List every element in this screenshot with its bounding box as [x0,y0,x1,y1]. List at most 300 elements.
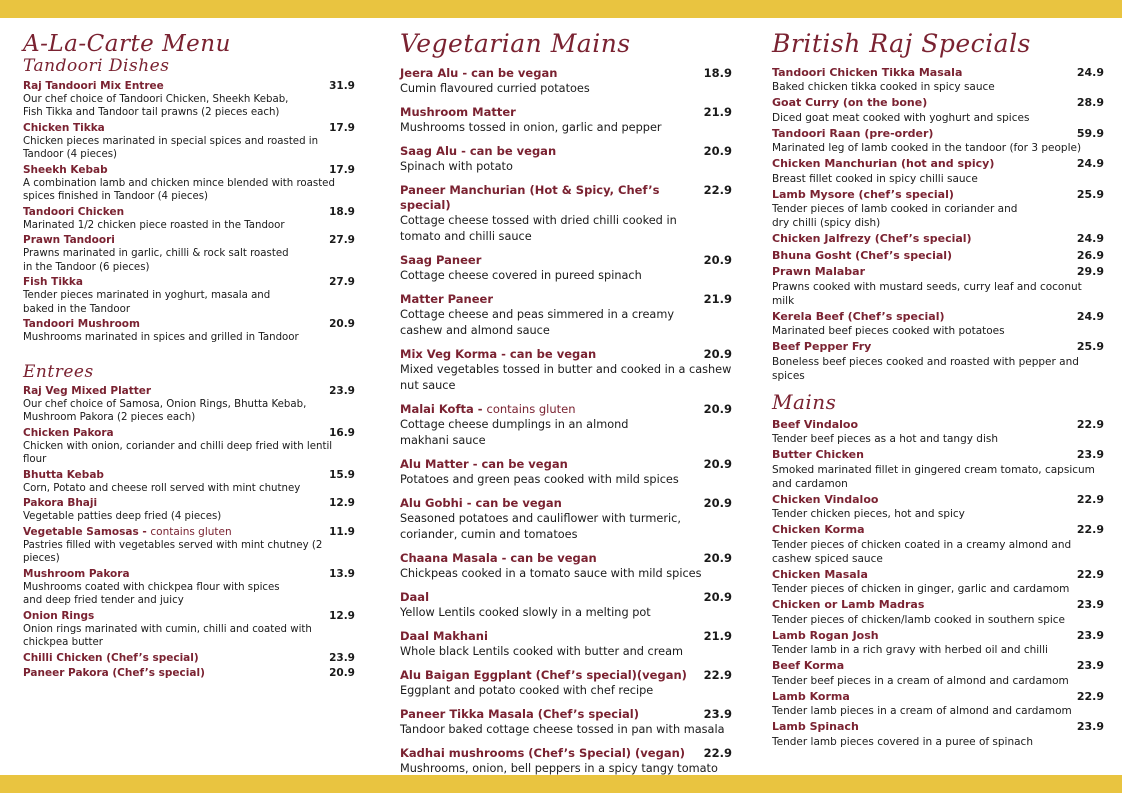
menu-item-header [400,347,732,362]
dish-price: 22.9 [703,182,732,197]
menu-item-header [772,157,1104,172]
dish-description: Onion rings marinated with cumin, chilli and coated with chickpea butter [23,623,312,649]
dish-name [772,629,879,644]
dish-name-text: Chicken Korma [772,523,865,536]
dish-name [772,96,927,111]
dish-name-text: Tandoori Chicken Tikka Masala [772,65,963,79]
menu-item-header [772,659,1104,674]
menu-item-header [772,249,1104,264]
dish-name-text: Malai Kofta - [400,401,487,416]
menu-item [772,659,1104,688]
dish-price: 22.9 [1076,417,1104,431]
dish-name-text: Chilli Chicken (Chef’s special) [23,651,199,664]
menu-item [772,188,1104,231]
dish-name [400,144,556,159]
dish-name [400,629,488,644]
dish-name-text: Chicken Tikka [23,121,105,134]
menu-item-header [400,746,732,761]
menu-item [23,121,355,162]
dish-price: 26.9 [1076,248,1104,262]
menu-item [772,340,1104,383]
dish-name [400,347,596,362]
dish-description: Marinated beef pieces cooked with potatoes [772,325,1005,337]
dish-name [772,157,994,172]
menu-item [23,651,355,665]
dish-note: contains gluten [486,401,576,416]
menu-item-header [23,79,355,93]
dish-description: Tender pieces of lamb cooked in coriander and dry chilli (spicy dish) [772,203,1018,229]
menu-item [400,707,732,738]
dish-price: 18.9 [703,65,732,80]
dish-price: 20.9 [703,252,732,267]
dish-name [772,568,868,583]
dish-name [23,525,232,539]
dish-description: Whole black Lentils cooked with butter and cream [400,644,684,658]
menu-item-header [23,275,355,289]
dish-name-text: Beef Korma [772,659,845,672]
menu-item [772,720,1104,749]
dish-name-text: Chicken Manchurian (hot and spicy) [772,157,995,170]
dish-name-text: Chicken Vindaloo [772,492,879,506]
column-british-raj [772,26,1104,751]
dish-name [400,105,516,120]
menu-item [772,310,1104,339]
dish-name [400,292,493,307]
dish-price: 27.9 [329,276,355,289]
menu-item [23,275,355,316]
dish-price: 23.9 [329,651,355,664]
menu-item [772,127,1104,156]
menu-item [23,317,355,345]
dish-name-text: Saag Alu - can be vegan [400,143,557,158]
dish-name-text: Paneer Manchurian (Hot & Spicy, Chef’s special) [400,182,660,212]
menu-item [23,468,355,496]
menu-item [400,402,732,449]
dish-description: Tender lamb pieces in a cream of almond and cardamom [772,705,1072,717]
menu-item-header [772,127,1104,142]
dish-name-text: Matter Paneer [400,291,494,306]
dish-name [400,183,704,213]
dish-description: Tender lamb pieces covered in a puree of spinach [772,735,1033,748]
dish-price: 25.9 [1076,340,1104,353]
dish-description: Chickpeas cooked in a tomato sauce with mild spices [400,566,702,580]
dish-price: 20.9 [703,143,732,158]
dish-name-text: Chicken Masala [772,567,868,581]
dish-description: Prawns marinated in garlic, chilli & rock salt roasted in the Tandoor (6 pieces) [23,248,289,273]
dish-price: 25.9 [1076,187,1104,201]
dish-name-text: Pakora Bhaji [23,497,98,510]
menu-item-header [23,384,355,398]
dish-name-text: Kadhai mushrooms (Chef’s Special) (vegan) [400,745,686,760]
dish-name-text: Alu Matter - can be vegan [400,456,568,471]
dish-name-text: Paneer Tikka Masala (Chef’s special) [400,706,639,721]
column-a-la-carte [23,26,355,681]
dish-description: Our chef choice of Tandoori Chicken, Sheekh Kebab, Fish Tikka and Tandoor tail prawns (2 pieces each) [23,93,289,119]
menu-item-header [772,96,1104,111]
dish-description: Tender pieces marinated in yoghurt, masala and baked in the Tandoor [23,290,271,315]
menu-item-header [772,232,1104,247]
menu-item [400,668,732,699]
menu-item [400,253,732,284]
dish-name [772,598,924,613]
menu-item-header [23,233,355,247]
dish-description: A combination lamb and chicken mince blended with roasted spices finished in Tandoor (4 pieces) [23,177,335,203]
dish-price: 11.9 [329,525,355,538]
menu-item-header [400,457,732,472]
dish-name-text: Alu Gobhi - can be vegan [400,495,562,510]
dish-name [400,668,687,683]
menu-item [772,568,1104,597]
menu-item [400,629,732,660]
dish-name [772,720,859,735]
dish-description: Tender beef pieces as a hot and tangy dish [772,433,998,445]
menu-item-header [400,183,732,213]
menu-item-header [400,551,732,566]
dish-description: Yellow Lentils cooked slowly in a melting pot [400,605,651,619]
dish-name [23,233,115,247]
dish-price: 23.9 [1076,628,1104,642]
menu-item-header [400,292,732,307]
dish-name [23,666,205,680]
dish-description: Pastries filled with vegetables served with mint chutney (2 pieces) [23,539,323,565]
menu-item [772,66,1104,95]
dish-name [772,418,858,433]
entrees-list [23,384,355,680]
dish-name-text: Tandoori Raan (pre-order) [772,126,934,140]
dish-description: Corn, Potato and cheese roll served with mint chutney [23,482,301,494]
dish-name [23,317,140,331]
dish-description: Mushrooms marinated in spices and grilled in Tandoor [23,332,299,344]
dish-price: 22.9 [703,745,732,760]
dish-price: 24.9 [1076,157,1104,170]
dish-name-text: Paneer Pakora (Chef’s special) [23,666,205,679]
menu-item-header [400,253,732,268]
menu-item [400,183,732,245]
dish-price: 12.9 [329,497,355,510]
dish-name [400,253,481,268]
dish-price: 23.9 [1076,720,1104,733]
dish-name-text: Chicken Pakora [23,426,114,439]
menu-item-header [772,493,1104,508]
specials-list [772,66,1104,383]
dish-description: Baked chicken tikka cooked in spicy sauce [772,81,995,93]
menu-item [400,144,732,175]
menu-item [772,157,1104,186]
dish-price: 20.9 [703,401,732,416]
menu-item [23,567,355,608]
dish-name [400,66,557,81]
menu-item-header [772,523,1104,538]
dish-name-text: Chicken Jalfrezy (Chef’s special) [772,232,972,245]
dish-name [772,340,871,355]
dish-description: Diced goat meat cooked with yoghurt and spices [772,111,1030,124]
menu-item [772,249,1104,264]
dish-name [772,690,850,705]
menu-title: A-La-Carte Menu [23,31,231,57]
menu-item [772,448,1104,491]
menu-item [23,163,355,204]
dish-name-text: Lamb Mysore (chef’s special) [772,187,954,201]
dish-name-text: Mix Veg Korma - can be vegan [400,346,597,361]
dish-name-text: Bhuna Gosht (Chef’s special) [772,248,953,262]
menu-item-header [23,525,355,539]
dish-description: Breast fillet cooked in spicy chilli sauce [772,172,978,185]
dish-name [772,659,844,674]
menu-item [23,233,355,274]
dish-name [23,205,124,219]
dish-name [23,426,114,440]
menu-item-header [400,590,732,605]
dish-description: Chicken with onion, coriander and chilli deep fried with lentil flour [23,440,333,466]
dish-price: 17.9 [329,121,355,134]
dish-name [23,567,130,581]
menu-item-header [400,144,732,159]
dish-name [23,609,94,623]
dish-description: Marinated 1/2 chicken piece roasted in the Tandoor [23,219,285,231]
dish-description: Cottage cheese and peas simmered in a creamy cashew and almond sauce [400,307,675,337]
dish-name-text: Vegetable Samosas - [23,525,151,538]
dish-name-text: Prawn Malabar [772,265,866,278]
dish-name [23,384,151,398]
menu-item [772,418,1104,447]
dish-description: Cottage cheese tossed with dried chilli cooked in tomato and chilli sauce [400,213,677,243]
menu-item-header [772,690,1104,705]
menu-item [772,232,1104,247]
dish-price: 12.9 [329,609,355,622]
dish-description: Mushrooms, onion, bell peppers in a spicy tangy tomato [400,761,718,775]
dish-name-text: Lamb Rogan Josh [772,628,879,642]
dish-price: 24.9 [1076,309,1104,323]
menu-item [400,292,732,339]
dish-price: 21.9 [703,104,732,119]
dish-price: 20.9 [329,318,355,331]
menu-item-header [400,105,732,120]
menu-item-header [400,707,732,722]
dish-description: Vegetable patties deep fried (4 pieces) [23,511,222,523]
dish-description: Tender pieces of chicken coated in a creamy almond and cashew spiced sauce [772,538,1072,565]
dish-price: 20.9 [703,346,732,361]
dish-name-text: Lamb Korma [772,689,850,703]
menu-item [23,79,355,120]
dish-price: 27.9 [329,234,355,247]
menu-item [23,609,355,650]
section-title-british-raj-specials: British Raj Specials [772,29,1031,58]
dish-description: Smoked marinated fillet in gingered cream tomato, capsicum and cardamon [772,463,1095,490]
menu-item-header [23,567,355,581]
menu-item-header [400,66,732,81]
dish-name-text: Bhutta Kebab [23,468,104,481]
dish-name [772,66,962,81]
menu-item [400,457,732,488]
dish-name-text: Goat Curry (on the bone) [772,96,928,109]
dish-description: Mushrooms coated with chickpea flour with spices and deep fried tender and juicy [23,581,280,607]
dish-name-text: Tandoori Chicken [23,205,125,218]
dish-description: Marinated leg of lamb cooked in the tandoor (for 3 people) [772,142,1082,154]
dish-description: Cottage cheese dumplings in an almond makhani sauce [400,417,629,447]
menu-item [23,666,355,680]
dish-description: Tender chicken pieces, hot and spicy [772,508,965,520]
dish-price: 23.9 [1076,659,1104,672]
menu-item [23,205,355,233]
dish-name-text: Butter Chicken [772,448,864,461]
dish-name-text: Daal Makhani [400,628,488,643]
menu-item-header [772,66,1104,81]
dish-price: 20.9 [703,495,732,510]
bottom-decorative-band [0,775,1122,793]
dish-description: Eggplant and potato cooked with chef recipe [400,683,654,697]
dish-name [772,188,954,203]
dish-description: Cottage cheese covered in pureed spinach [400,268,642,282]
dish-name-text: Raj Veg Mixed Platter [23,384,152,397]
menu-item [772,265,1104,308]
dish-price: 22.9 [1076,689,1104,703]
dish-price: 31.9 [329,79,355,92]
menu-item-header [400,668,732,683]
column-vegetarian-mains [400,26,732,801]
dish-name [400,707,639,722]
dish-name [400,457,568,472]
dish-name [23,651,199,665]
dish-name [772,127,933,142]
dish-note: contains gluten [150,525,232,538]
top-decorative-band [0,0,1122,18]
dish-name [400,496,562,511]
dish-price: 20.9 [703,589,732,604]
menu-item-header [23,121,355,135]
dish-price: 17.9 [329,163,355,176]
menu-item-header [23,426,355,440]
section-title-tandoori: Tandoori Dishes [23,56,170,77]
dish-price: 24.9 [1076,232,1104,245]
dish-name [23,468,104,482]
dish-name [400,551,597,566]
dish-price: 59.9 [1076,126,1104,140]
dish-description: Tender pieces of chicken/lamb cooked in southern spice [772,613,1066,626]
dish-name [23,79,164,93]
menu-item [772,96,1104,125]
menu-item-header [772,568,1104,583]
dish-name-text: Jeera Alu - can be vegan [400,65,558,80]
menu-item [400,105,732,136]
menu-item-header [23,163,355,177]
menu-item-header [772,188,1104,203]
dish-name-text: Raj Tandoori Mix Entree [23,79,164,92]
dish-name [772,249,952,264]
menu-item [23,525,355,566]
dish-description: Tender lamb in a rich gravy with herbed oil and chilli [772,644,1048,656]
dish-name [23,163,108,177]
menu-item-header [23,666,355,680]
dish-name [772,265,865,280]
dish-price: 23.9 [1076,448,1104,461]
dish-name-text: Tandoori Mushroom [23,318,140,331]
menu-item-header [772,418,1104,433]
section-title-vegetarian-mains: Vegetarian Mains [400,29,631,58]
dish-name-text: Kerela Beef (Chef’s special) [772,309,945,323]
tandoori-list [23,79,355,345]
dish-description: Spinach with potato [400,159,513,173]
dish-price: 20.9 [703,550,732,565]
dish-name [772,448,864,463]
menu-item-header [23,609,355,623]
dish-name [400,590,429,605]
dish-price: 22.9 [1076,567,1104,581]
dish-name-text: Saag Paneer [400,252,482,267]
dish-description: Tender beef pieces in a cream of almond and cardamom [772,674,1069,687]
dish-name [772,232,972,247]
menu-item-header [772,629,1104,644]
menu-item [23,496,355,524]
dish-name-text: Prawn Tandoori [23,234,115,247]
menu-item [772,598,1104,627]
dish-description: Boneless beef pieces cooked and roasted with pepper and spices [772,355,1079,382]
menu-item [400,590,732,621]
dish-price: 23.9 [329,384,355,397]
dish-name-text: Mushroom Matter [400,104,516,119]
menu-item-header [400,402,732,417]
dish-price: 21.9 [703,628,732,643]
dish-description: Prawns cooked with mustard seeds, curry leaf and coconut milk [772,280,1082,307]
dish-description: Potatoes and green peas cooked with mild spices [400,472,679,486]
dish-name [400,402,576,417]
menu-item-header [23,468,355,482]
dish-price: 29.9 [1076,265,1104,278]
dish-price: 22.9 [1076,492,1104,506]
section-title-entrees: Entrees [23,361,94,382]
menu-item [400,496,732,543]
dish-description: Tender pieces of chicken in ginger, garlic and cardamom [772,583,1070,595]
menu-item-header [772,598,1104,613]
dish-price: 23.9 [1076,598,1104,611]
dish-name-text: Beef Pepper Fry [772,340,872,353]
dish-name [23,496,97,510]
menu-item-header [400,629,732,644]
dish-name-text: Sheekh Kebab [23,163,108,176]
dish-price: 13.9 [329,567,355,580]
dish-description: Cumin flavoured curried potatoes [400,81,590,95]
menu-item [772,690,1104,719]
menu-item [400,551,732,582]
dish-price: 22.9 [1076,523,1104,536]
dish-price: 28.9 [1076,96,1104,109]
dish-name [400,746,685,761]
dish-price: 20.9 [703,456,732,471]
dish-name-text: Alu Baigan Eggplant (Chef’s special)(vegan) [400,667,687,682]
dish-name [772,523,865,538]
dish-description: Tandoor baked cottage cheese tossed in pan with masala [400,722,725,736]
section-title-mains: Mains [772,389,837,414]
dish-price: 23.9 [703,706,732,721]
dish-price: 20.9 [329,666,355,679]
dish-description: Our chef choice of Samosa, Onion Rings, Bhutta Kebab, Mushroom Pakora (2 pieces each) [23,398,307,424]
menu-item-header [23,496,355,510]
menu-item-header [772,265,1104,280]
menu-item [23,384,355,425]
menu-item-header [23,651,355,665]
dish-name [23,121,105,135]
dish-name-text: Lamb Spinach [772,720,859,733]
vegetarian-list [400,66,732,793]
menu-item-header [772,310,1104,325]
menu-item-header [23,317,355,331]
dish-name [772,310,945,325]
menu-item [772,629,1104,658]
menu-item-header [772,720,1104,735]
dish-name-text: Daal [400,589,430,604]
dish-price: 18.9 [329,205,355,218]
menu-item-header [23,205,355,219]
dish-price: 24.9 [1076,65,1104,79]
